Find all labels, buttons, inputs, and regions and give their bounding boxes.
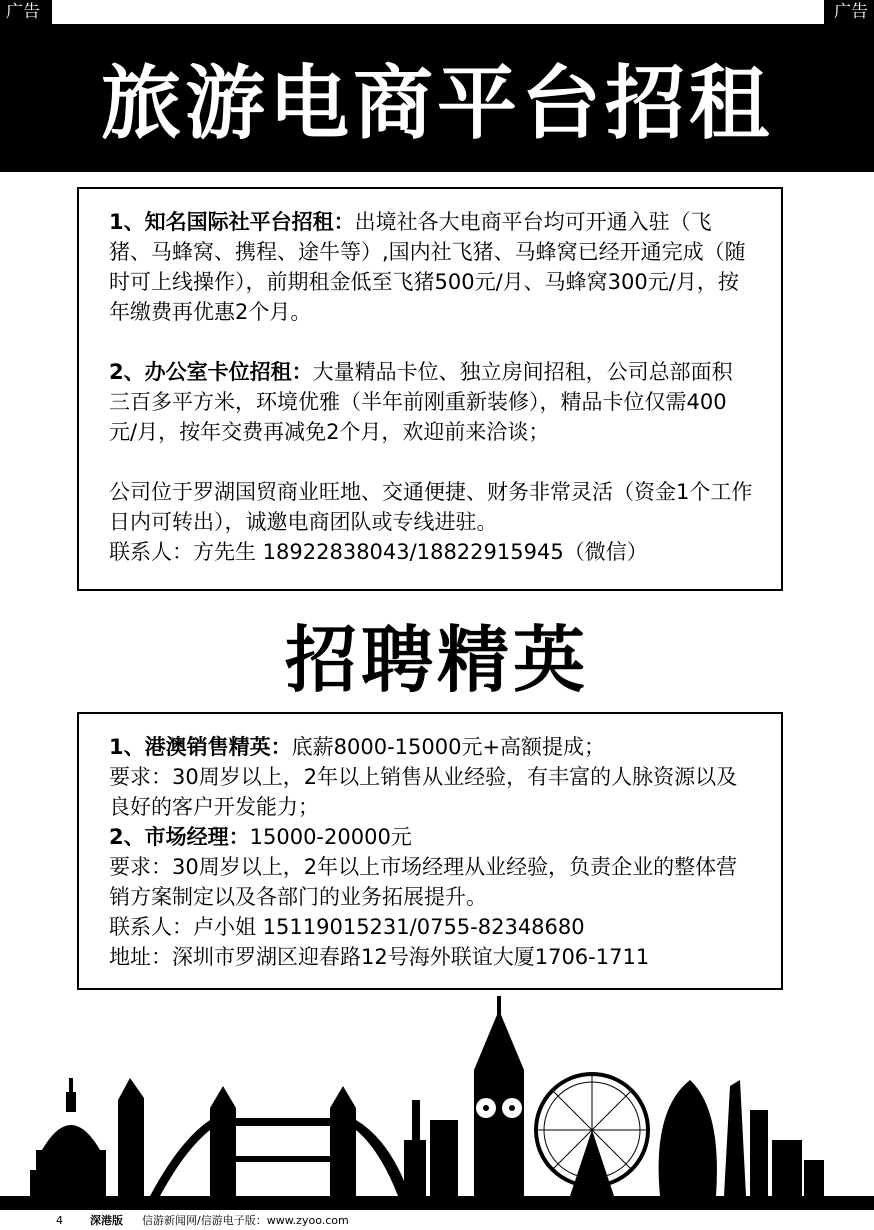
ad-label-right: 广告 [828,0,874,24]
rental-item-2-text: 大量精品卡位、独立房间招租，公司总部面积三百多平方米，环境优雅（半年前刚重新装修），精品卡位仅需400元/月，按年交费再减免2个月，欢迎前来洽谈； [109,360,733,444]
right-towers [724,1080,824,1196]
london-skyline-illustration [0,990,874,1210]
company-note: 公司位于罗湖国贸商业旺地、交通便捷、财务非常灵活（资金1个工作日内可转出），诚邀电商团队或专线进驻。 [109,480,753,534]
dome-building [30,1078,106,1198]
job-1-requirements: 要求：30周岁以上，2年以上销售从业经验，有丰富的人脉资源以及良好的客户开发能力； [109,765,738,819]
page-number: 4 [56,1214,63,1227]
top-strip [52,0,824,24]
page-footer [0,1212,874,1230]
rental-item-2 [109,357,753,447]
job-2-salary: 15000-20000元 [249,825,412,849]
clock-tower [474,996,524,1196]
tower-bridge [150,1086,410,1196]
rental-item-1 [109,207,753,327]
recruit-info-box [77,712,783,990]
rental-item-1-text: 出境社各大电商平台均可开通入驻（飞猪、马蜂窝、携程、途牛等）,国内社飞猪、马蜂窝已经开通完成（随时可上线操作），前期租金低至飞猪500元/月、马蜂窝300元/月，按年缴费再优惠2个月。 [109,210,746,324]
job-2 [109,822,753,852]
banner-title: 旅游电商平台招租 [101,57,773,150]
site-info: 信游新闻网/信游电子版：www.zyoo.com [142,1214,349,1227]
ad-label-left: 广告 [0,0,46,24]
gherkin-tower [659,1080,717,1196]
rental-contact: 联系人：方先生 18922838043/18822915945（微信） [109,540,648,564]
job-2-heading: 2、市场经理： [109,825,250,849]
edition-label: 深港版 [90,1214,123,1227]
rental-item-1-heading: 1、知名国际社平台招租： [109,210,355,234]
job-2-requirements: 要求：30周岁以上，2年以上市场经理从业经验，负责企业的整体营销方案制定以及各部门的业务拓展提升。 [109,855,738,909]
recruit-title: 招聘精英 [284,618,589,702]
recruit-address: 地址：深圳市罗湖区迎春路12号海外联谊大厦1706-1711 [109,945,650,969]
job-1-salary: 底薪8000-15000元+高额提成； [291,735,606,759]
job-1-heading: 1、港澳销售精英： [109,735,292,759]
ferris-wheel [536,1074,648,1196]
office-blocks [404,1100,458,1196]
job-1 [109,732,753,762]
rental-item-2-heading: 2、办公室卡位招租： [109,360,313,384]
rental-info-box [77,187,783,591]
angled-tower [118,1078,144,1196]
recruit-contact: 联系人：卢小姐 15119015231/0755-82348680 [109,915,585,939]
